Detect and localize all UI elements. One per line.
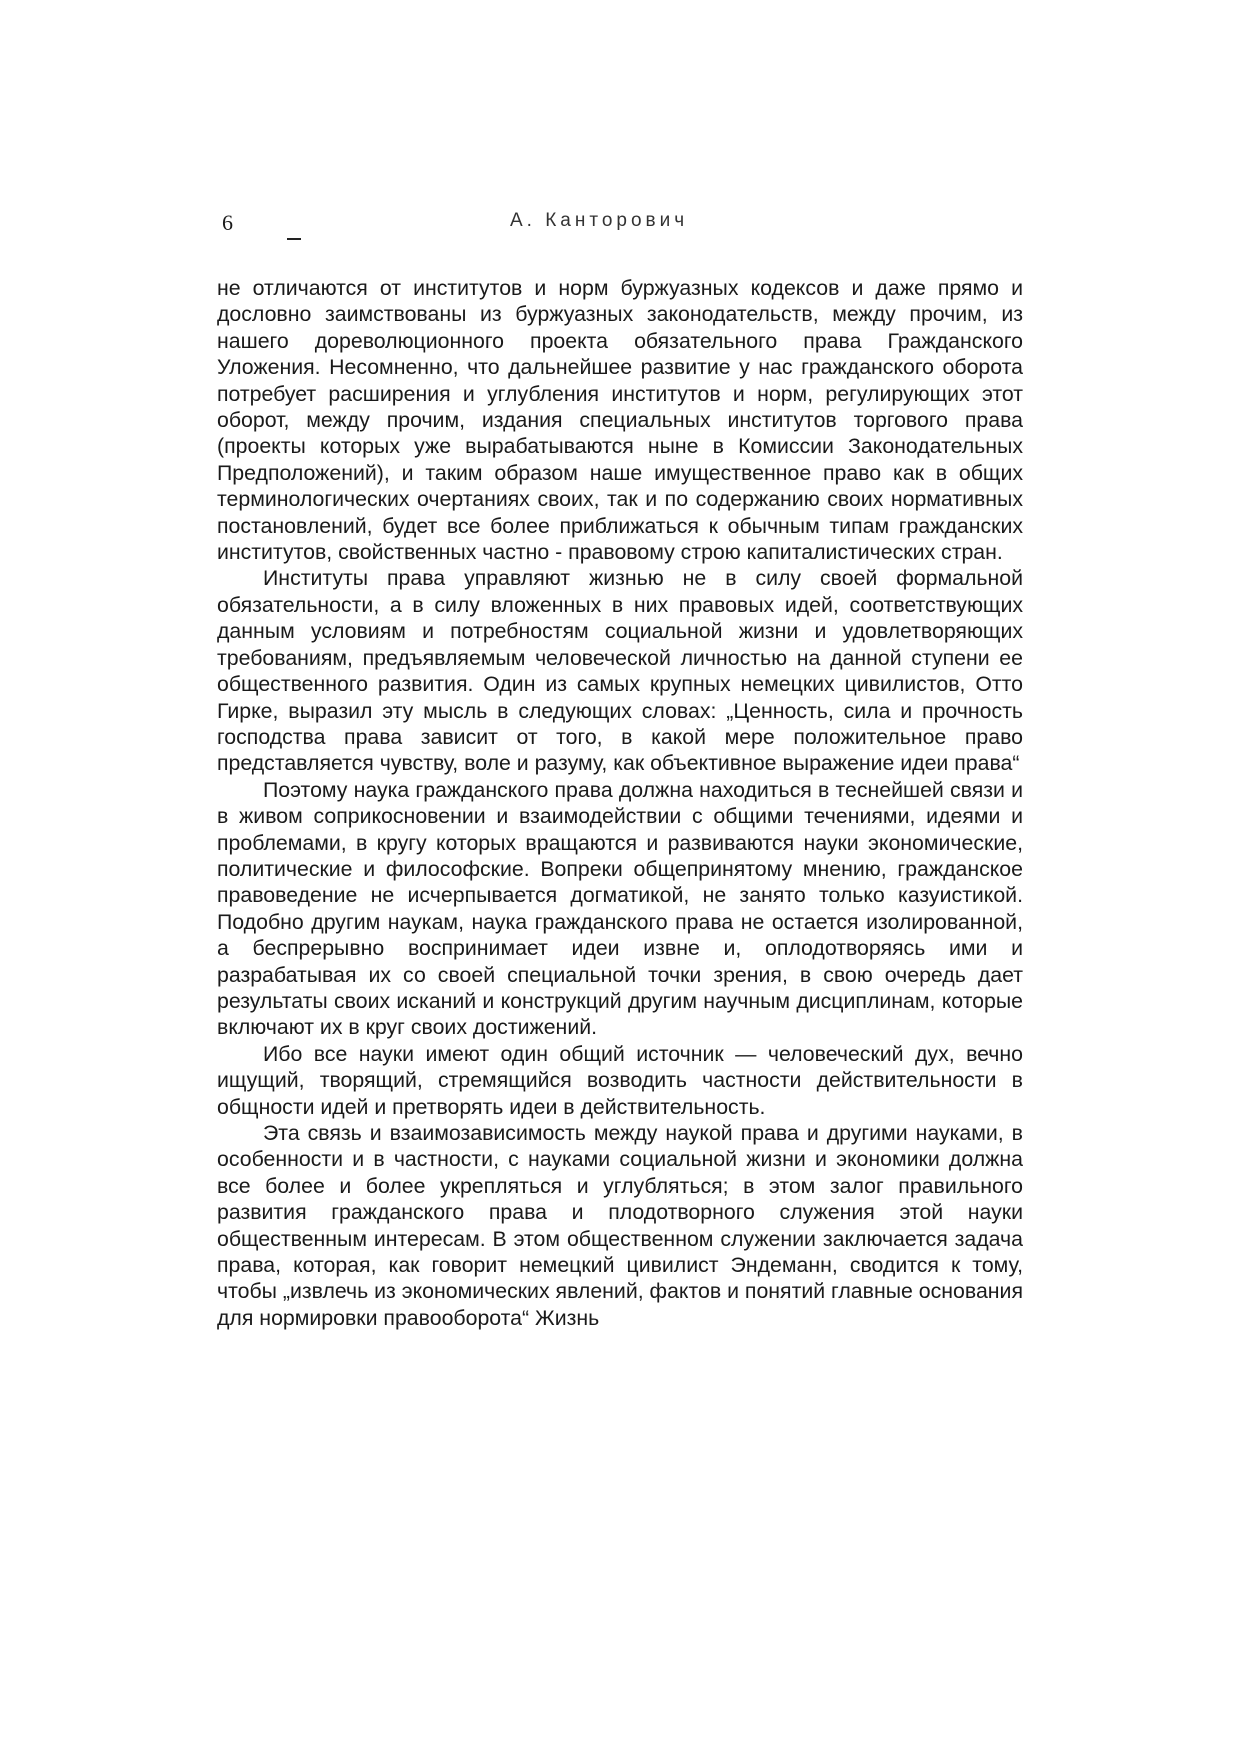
page-number: 6 <box>222 210 233 235</box>
paragraph-2: Институты права управляют жизнью не в силу своей формальной обязательности, а в силу вложенных в них правовых идей, соответствующих данным условиям и потребностям социальной жизни и удовлетворяющих требованиям, предъявляемым человеческой личностью на данной ступени ее общественного развития. Один из самых крупных немецких цивилистов, Отто Гирке, выразил эту мысль в следующих словах: „Ценность, сила и прочность господства права зависит от того, в какой мере положительное право представляется чувству, воле и разуму, как объективное выражение идеи права“ <box>217 566 1023 776</box>
paragraph-5: Эта связь и взаимозависимость между наукой права и другими науками, в особенности и в частности, с науками социальной жизни и экономики должна все более и более укрепляться и углубляться; в этом залог правильного развития гражданского права и плодотворного служения этой науки общественным интересам. В этом общественном служении заключается задача права, которая, как говорит немецкий цивилист Эндеманн, сводится к тому, чтобы „извлечь из экономических явлений, фактов и понятий главные основания для нормировки правооборота“ Жизнь <box>217 1121 1023 1330</box>
running-head: А. Канторович <box>510 210 689 231</box>
paragraph-4: Ибо все науки имеют один общий источник — человеческий дух, вечно ищущий, творящий, стремящийся возводить частности действительности в общности идей и претворять идеи в действительность. <box>217 1041 1023 1119</box>
header-dash <box>287 238 301 240</box>
paragraph-1: не отличаются от институтов и норм буржуазных кодексов и даже прямо и дословно заимствованы из буржуазных законодательств, между прочим, из нашего дореволюционного проекта обязательного права Гражданского Уложения. Несомненно, что дальнейшее развитие у нас гражданского оборота потребует расширения и углубления институтов и норм, регулирующих этот оборот, между прочим, издания специальных институтов торгового права (проекты которых уже вырабатываются ныне в Комиссии Законодательных Предположений), и таким образом наше имущественное право как в общих терминологических очертаниях своих, так и по содержанию своих нормативных постановлений, будет все более приближаться к обычным типам гражданских институтов, свойственных частно - правовому строю капиталистических стран. <box>217 276 1023 565</box>
body-text <box>217 275 1023 1331</box>
paragraph-3: Поэтому наука гражданского права должна находиться в теснейшей связи и в живом соприкосновении и взаимодействии с общими течениями, идеями и проблемами, в кругу которых вращаются и развиваются науки экономические, политические и философские. Вопреки общепринятому мнению, гражданское правоведение не исчерпывается догматикой, не занято только казуистикой. Подобно другим наукам, наука гражданского права не остается изолированной, а беспрерывно воспринимает идеи извне и, оплодотворяясь ими и разрабатывая их со своей специальной точки зрения, в свою очередь дает результаты своих исканий и конструкций другим научным дисциплинам, которые включают их в круг своих достижений. <box>217 777 1023 1040</box>
